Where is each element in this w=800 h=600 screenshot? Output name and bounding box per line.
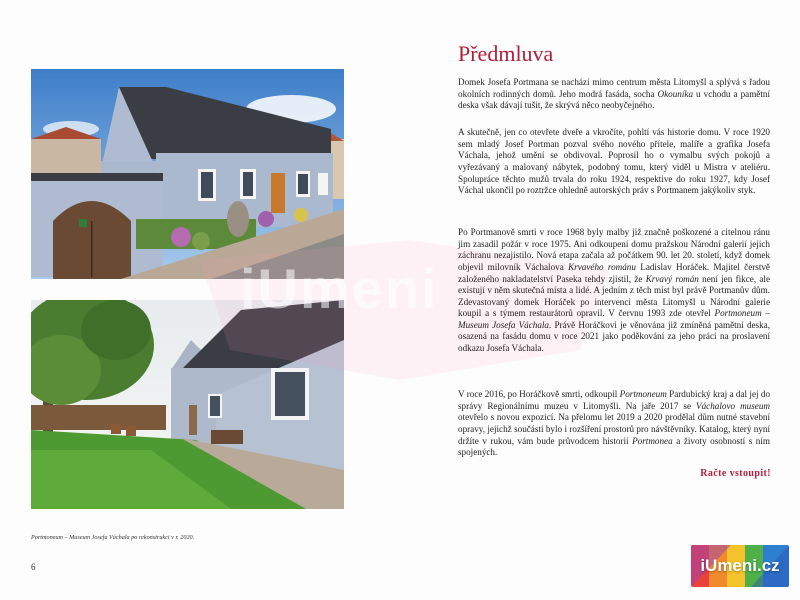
photo-house-street-view [31,69,344,279]
paragraph-3: Po Portmanově smrti v roce 1968 byly malby již značně poškozené a citelnou ránu jim zasadil požár v roce 1975. Ani odkoupení domu pražskou Národní galerií jejich záchranu nezajistilo. Nová etapa začala až počátkem 90. let 20. století, když domek objevil milovník Váchalova Krvavého románu Ladislav Horáček. Majitel čerstvě založeného nakladatelství Paseka tehdy zjistil, že Krvavý román není jen fikce, ale existují v něm skutečná místa a lidé. A jedním z těch míst byl právě Portmanův dům. Zdevastovaný domek Horáček po intervenci města Litomyšl u Národní galerie koupil a s týmem restaurátorů opravil. V červnu 1993 zde otevřel Portmoneum – Museum Josefa Váchala. Právě Horáčkovi je věnována již zmíněná pamětní deska, osazená na fasádu domu v roce 2021 jako poděkování za jeho práci na proslavení odkazu Josefa Váchala. [458,227,771,354]
page-title: Předmluva [458,40,554,66]
call-to-action: Račte vstoupit! [700,468,771,479]
logo-text: iUmeni.cz [700,556,780,575]
photo-caption: Portmoneum – Museum Josefa Váchala po rekonstrukci v r. 2020. [31,534,195,541]
page-number: 6 [31,562,36,572]
iumeni-logo[interactable] [691,545,789,587]
paragraph-1: Domek Josefa Portmana se nachází mimo centrum města Litomyšl a splývá s řadou okolních rodinných domů. Jeho modrá fasáda, socha Okouníka u vchodu a pamětní deska však dávají tušit, že skrývá něco neobyčejného. [458,77,770,111]
photo-house-garden-view [31,300,344,509]
watermark-text: iUmeni [240,257,439,320]
paragraph-4: V roce 2016, po Horáčkově smrti, odkoupil Portmoneum Pardubický kraj a dal jej do správy Regionálnímu muzeu v Litomyšli. Na jaře 2017 se Váchalovo museum otevřelo s novou expozicí. Na přelomu let 2019 a 2020 prodělal dům nutné stavební opravy, jejichž součástí bylo i rozšíření prostorů pro návštěvníky. Katalog, který nyní držíte v rukou, vám bude průvodcem historií Portmonea a životy osobností s ním spojených. [458,389,771,458]
paragraph-2: A skutečně, jen co otevřete dveře a vkročíte, pohltí vás historie domu. V roce 1920 sem mladý Josef Portman pozval svého nového přítele, malíře a grafika Josefa Váchala, jehož umění se obdivoval. Poprosil ho o vymalbu svých pokojů a vyřezávaný a malovaný nábytek, podobný tomu, který viděl u Mistra v ateliéru. Spolupráce těchto mužů trvala do roku 1924, respektive do roku 1927, kdy Josef Váchal ukončil po roztržce ohledně autorských práv s Portmanem jakýkoliv styk. [458,127,770,196]
